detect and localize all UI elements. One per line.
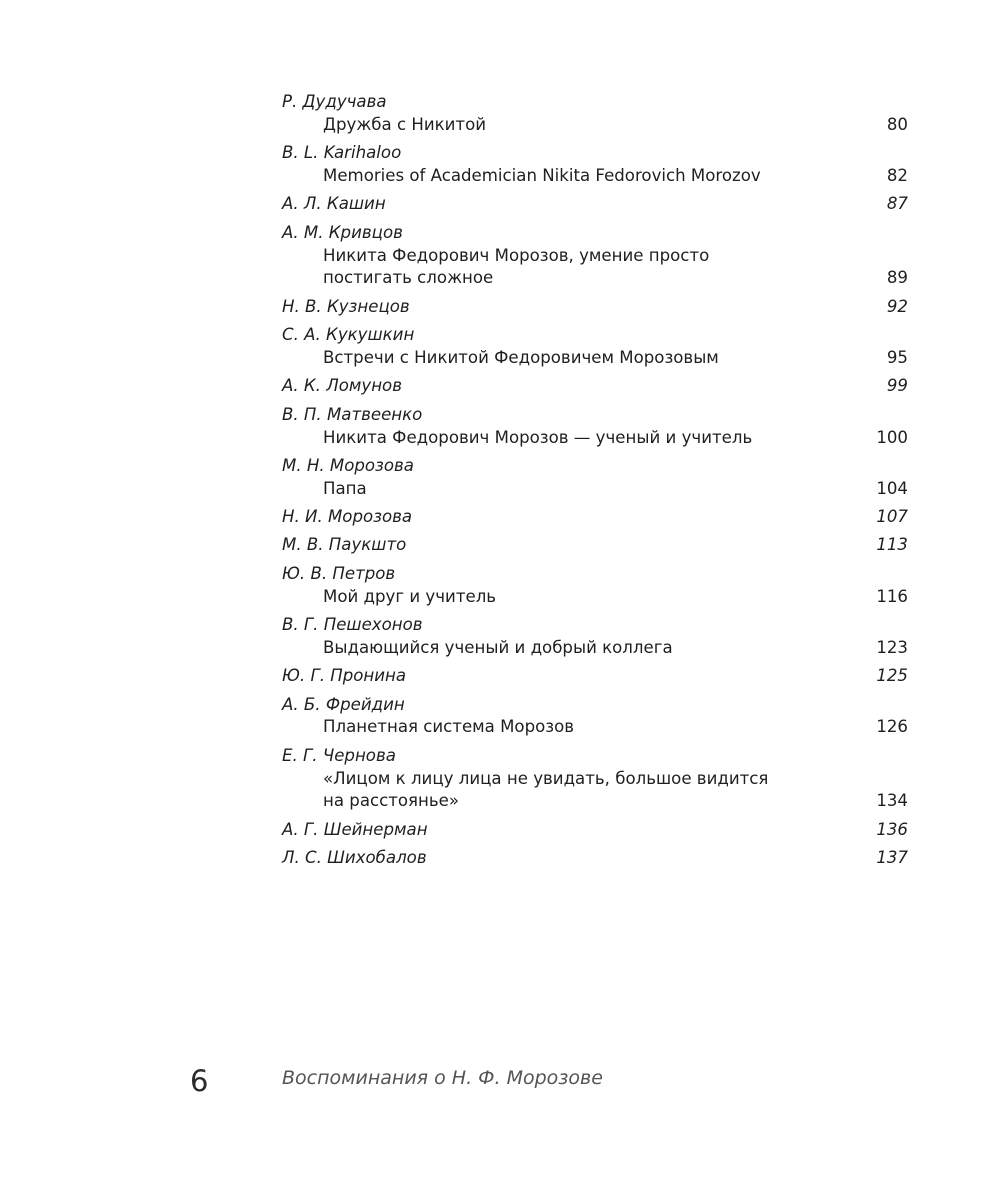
table-of-contents	[282, 91, 910, 876]
toc-entry-title: Встречи с Никитой Федоровичем Морозовым 95	[282, 347, 910, 370]
toc-entry-page: 113	[876, 535, 908, 555]
toc-entry-page: 104	[876, 478, 908, 498]
toc-entry-page: 87	[886, 194, 908, 214]
toc-entry-title: Папа 104	[282, 478, 910, 501]
toc-entry-title: Мой друг и учитель 116	[282, 586, 910, 609]
toc-entry	[282, 404, 910, 450]
toc-entry-page: 99	[886, 376, 908, 396]
toc-entry	[282, 222, 910, 290]
toc-entry-page: 89	[886, 268, 908, 288]
toc-entry-author: Ю. Г. Пронина 125	[282, 665, 910, 688]
toc-entry	[282, 614, 910, 660]
toc-entry	[282, 819, 910, 842]
toc-entry-page: 125	[876, 666, 908, 686]
toc-entry-title: на расстоянье» 134	[282, 790, 910, 813]
toc-entry-page: 92	[886, 296, 908, 316]
toc-entry-author: Н. В. Кузнецов 92	[282, 296, 910, 319]
toc-entry-author: Н. И. Морозова 107	[282, 506, 910, 529]
toc-entry	[282, 847, 910, 870]
toc-entry	[282, 296, 910, 319]
running-title: Воспоминания о Н. Ф. Морозове	[282, 1067, 603, 1089]
toc-entry-page: 100	[876, 427, 908, 447]
toc-entry	[282, 142, 910, 188]
toc-entry-author: М. В. Паукшто 113	[282, 534, 910, 557]
toc-entry-author: В. Г. Пешехонов	[282, 615, 423, 635]
toc-entry-author: Л. С. Шихобалов 137	[282, 847, 910, 870]
toc-entry-page: 136	[876, 819, 908, 839]
toc-entry-author: А. М. Кривцов	[282, 222, 403, 242]
toc-entry-page: 107	[876, 507, 908, 527]
toc-entry-title: постигать сложное 89	[282, 267, 910, 290]
toc-entry-title: Никита Федорович Морозов, умение просто	[323, 245, 710, 265]
page-number: 6	[190, 1064, 209, 1098]
toc-entry-page: 134	[876, 791, 908, 811]
toc-entry-title: Планетная система Морозов 126	[282, 716, 910, 739]
toc-entry-author: А. Л. Кашин 87	[282, 193, 910, 216]
toc-entry-author: В. П. Матвеенко	[282, 404, 423, 424]
toc-entry-page: 126	[876, 717, 908, 737]
toc-entry-author: B. L. Karihaloo	[282, 143, 402, 163]
toc-entry	[282, 534, 910, 557]
toc-entry	[282, 694, 910, 740]
toc-entry	[282, 375, 910, 398]
toc-entry-page: 95	[886, 347, 908, 367]
toc-entry-author: С. А. Кукушкин	[282, 325, 415, 345]
toc-entry-author: Р. Дудучава	[282, 92, 387, 111]
toc-entry-author: А. Г. Шейнерман 136	[282, 819, 910, 842]
toc-entry-page: 116	[876, 586, 908, 606]
toc-entry	[282, 745, 910, 813]
toc-entry-author: М. Н. Морозова	[282, 455, 414, 475]
toc-entry	[282, 665, 910, 688]
toc-entry-title: Дружба с Никитой 80	[282, 114, 910, 137]
toc-entry	[282, 455, 910, 501]
toc-entry	[282, 563, 910, 609]
toc-entry-page: 82	[886, 165, 908, 185]
toc-entry	[282, 193, 910, 216]
toc-entry-author: Е. Г. Чернова	[282, 745, 396, 765]
toc-entry-author: А. Б. Фрейдин	[282, 694, 405, 714]
toc-entry	[282, 324, 910, 370]
toc-entry	[282, 91, 910, 137]
toc-entry-title: Выдающийся ученый и добрый коллега 123	[282, 637, 910, 660]
toc-entry-author: Ю. В. Петров	[282, 563, 396, 583]
toc-entry-author: А. К. Ломунов 99	[282, 375, 910, 398]
toc-entry-page: 80	[886, 114, 908, 134]
toc-entry-page: 123	[876, 637, 908, 657]
toc-entry-title: Memories of Academician Nikita Fedorovich Morozov 82	[282, 165, 910, 188]
toc-entry-title: «Лицом к лицу лица не увидать, большое видится	[323, 768, 769, 788]
toc-entry-page: 137	[876, 848, 908, 868]
toc-entry	[282, 506, 910, 529]
toc-entry-title: Никита Федорович Морозов — ученый и учитель 100	[282, 427, 910, 450]
